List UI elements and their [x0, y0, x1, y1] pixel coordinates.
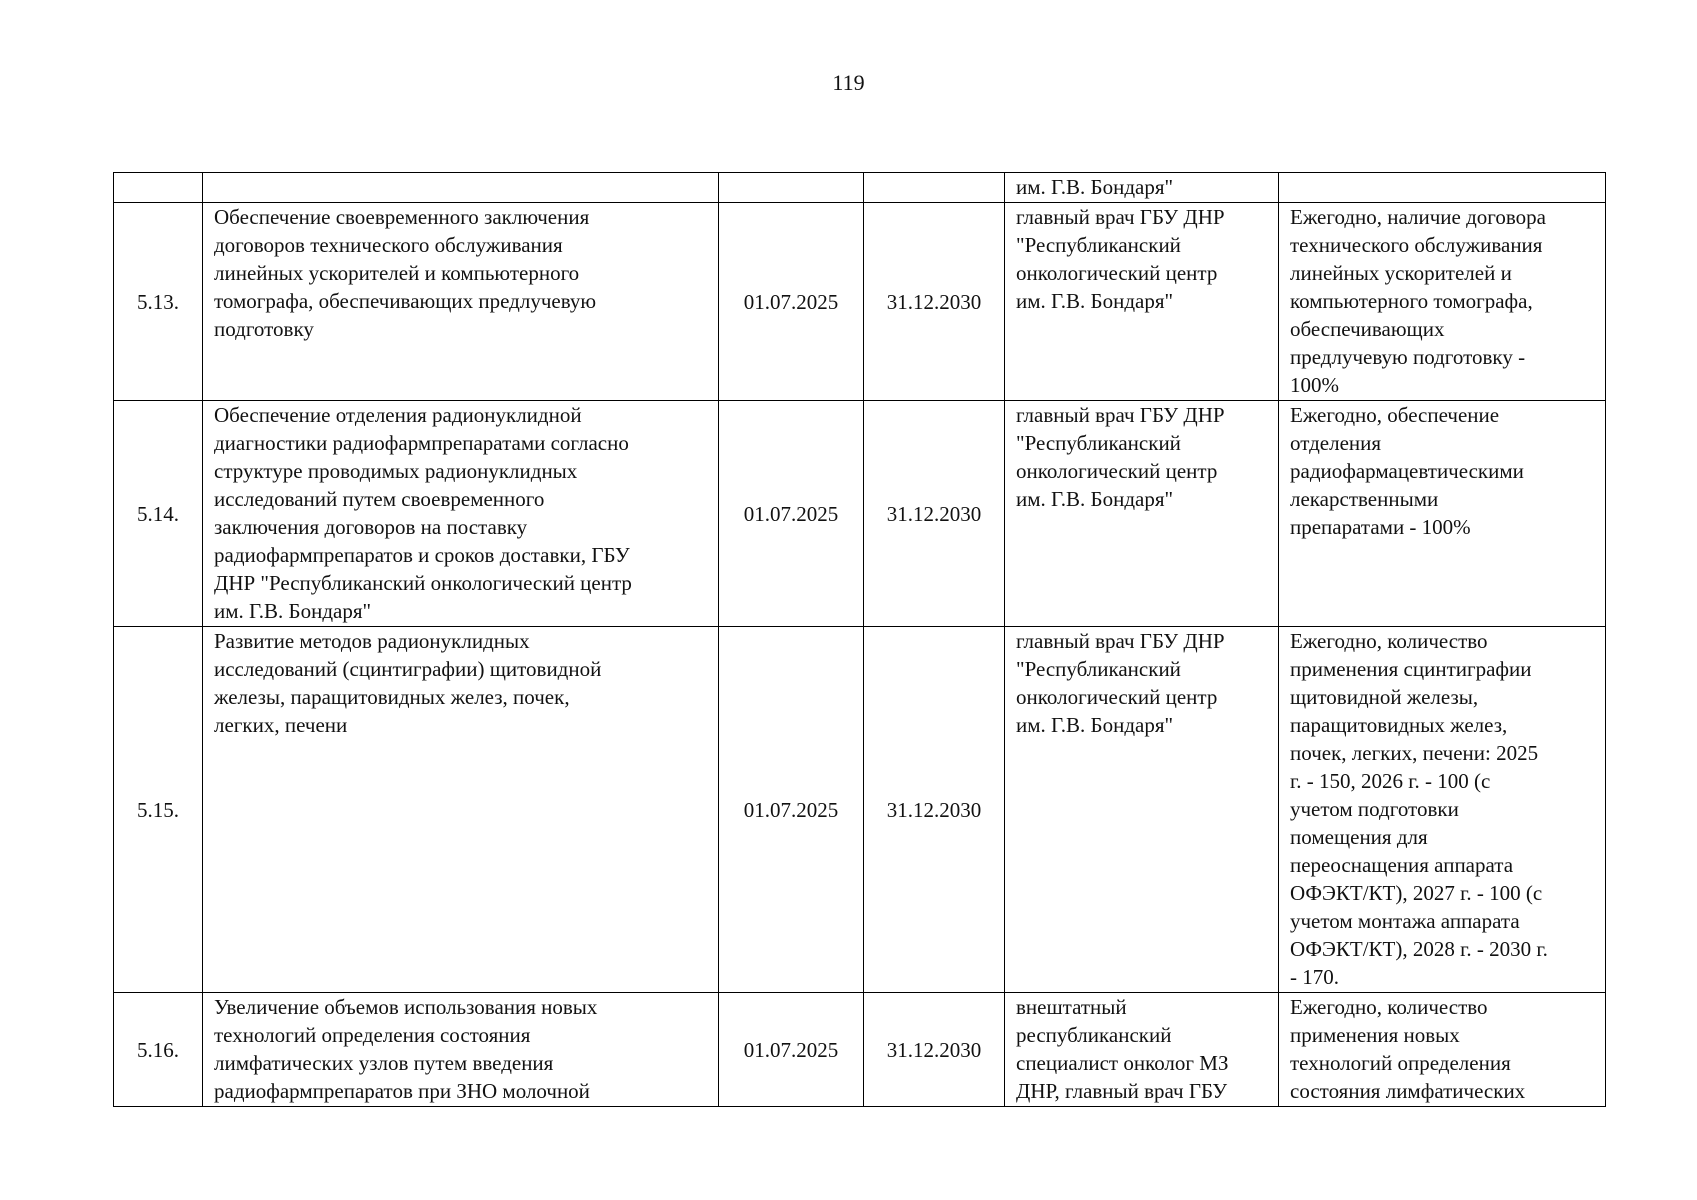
table-row	[114, 401, 1606, 627]
row-number-cell: 5.16.	[114, 993, 203, 1107]
row-number-cell	[114, 173, 203, 203]
end-date-cell: 31.12.2030	[864, 203, 1005, 401]
indicator-cell: Ежегодно, количество применения сцинтиграфии щитовидной железы, паращитовидных желез, почек, легких, печени: 2025 г. - 150, 2026 г. - 100 (с учетом подготовки помещения для переоснащения аппарата ОФЭКТ/КТ), 2027 г. - 100 (с учетом монтажа аппарата ОФЭКТ/КТ), 2028 г. - 2030 г. - 170.	[1279, 627, 1606, 993]
responsible-cell: им. Г.В. Бондаря"	[1005, 173, 1279, 203]
activity-cell: Обеспечение своевременного заключения договоров технического обслуживания линейных ускорителей и компьютерного томографа, обеспечивающих предлучевую подготовку	[203, 203, 719, 401]
responsible-cell: главный врач ГБУ ДНР "Республиканский онкологический центр им. Г.В. Бондаря"	[1005, 203, 1279, 401]
table-row	[114, 627, 1606, 993]
activity-cell: Увеличение объемов использования новых технологий определения состояния лимфатических узлов путем введения радиофармпрепаратов при ЗНО молочной	[203, 993, 719, 1107]
activity-cell	[203, 173, 719, 203]
measures-table	[113, 172, 1606, 1107]
page-number: 119	[832, 70, 865, 95]
start-date-cell: 01.07.2025	[719, 401, 864, 627]
end-date-cell	[864, 173, 1005, 203]
activity-cell: Обеспечение отделения радионуклидной диагностики радиофармпрепаратами согласно структуре проводимых радионуклидных исследований путем своевременного заключения договоров на поставку радиофармпрепаратов и сроков доставки, ГБУ ДНР "Республиканский онкологический центр им. Г.В. Бондаря"	[203, 401, 719, 627]
row-number-cell: 5.15.	[114, 627, 203, 993]
table-row	[114, 173, 1606, 203]
start-date-cell: 01.07.2025	[719, 993, 864, 1107]
indicator-cell: Ежегодно, наличие договора технического обслуживания линейных ускорителей и компьютерного томографа, обеспечивающих предлучевую подготовку - 100%	[1279, 203, 1606, 401]
end-date-cell: 31.12.2030	[864, 627, 1005, 993]
start-date-cell: 01.07.2025	[719, 203, 864, 401]
responsible-cell: главный врач ГБУ ДНР "Республиканский онкологический центр им. Г.В. Бондаря"	[1005, 627, 1279, 993]
responsible-cell: главный врач ГБУ ДНР "Республиканский онкологический центр им. Г.В. Бондаря"	[1005, 401, 1279, 627]
table-row	[114, 993, 1606, 1107]
row-number-cell: 5.13.	[114, 203, 203, 401]
indicator-cell: Ежегодно, количество применения новых технологий определения состояния лимфатических	[1279, 993, 1606, 1107]
indicator-cell	[1279, 173, 1606, 203]
activity-cell: Развитие методов радионуклидных исследований (сцинтиграфии) щитовидной железы, паращитовидных желез, почек, легких, печени	[203, 627, 719, 993]
row-number-cell: 5.14.	[114, 401, 203, 627]
indicator-cell: Ежегодно, обеспечение отделения радиофармацевтическими лекарственными препаратами - 100%	[1279, 401, 1606, 627]
start-date-cell	[719, 173, 864, 203]
responsible-cell: внештатный республиканский специалист онколог МЗ ДНР, главный врач ГБУ	[1005, 993, 1279, 1107]
table-row	[114, 203, 1606, 401]
end-date-cell: 31.12.2030	[864, 401, 1005, 627]
start-date-cell: 01.07.2025	[719, 627, 864, 993]
end-date-cell: 31.12.2030	[864, 993, 1005, 1107]
